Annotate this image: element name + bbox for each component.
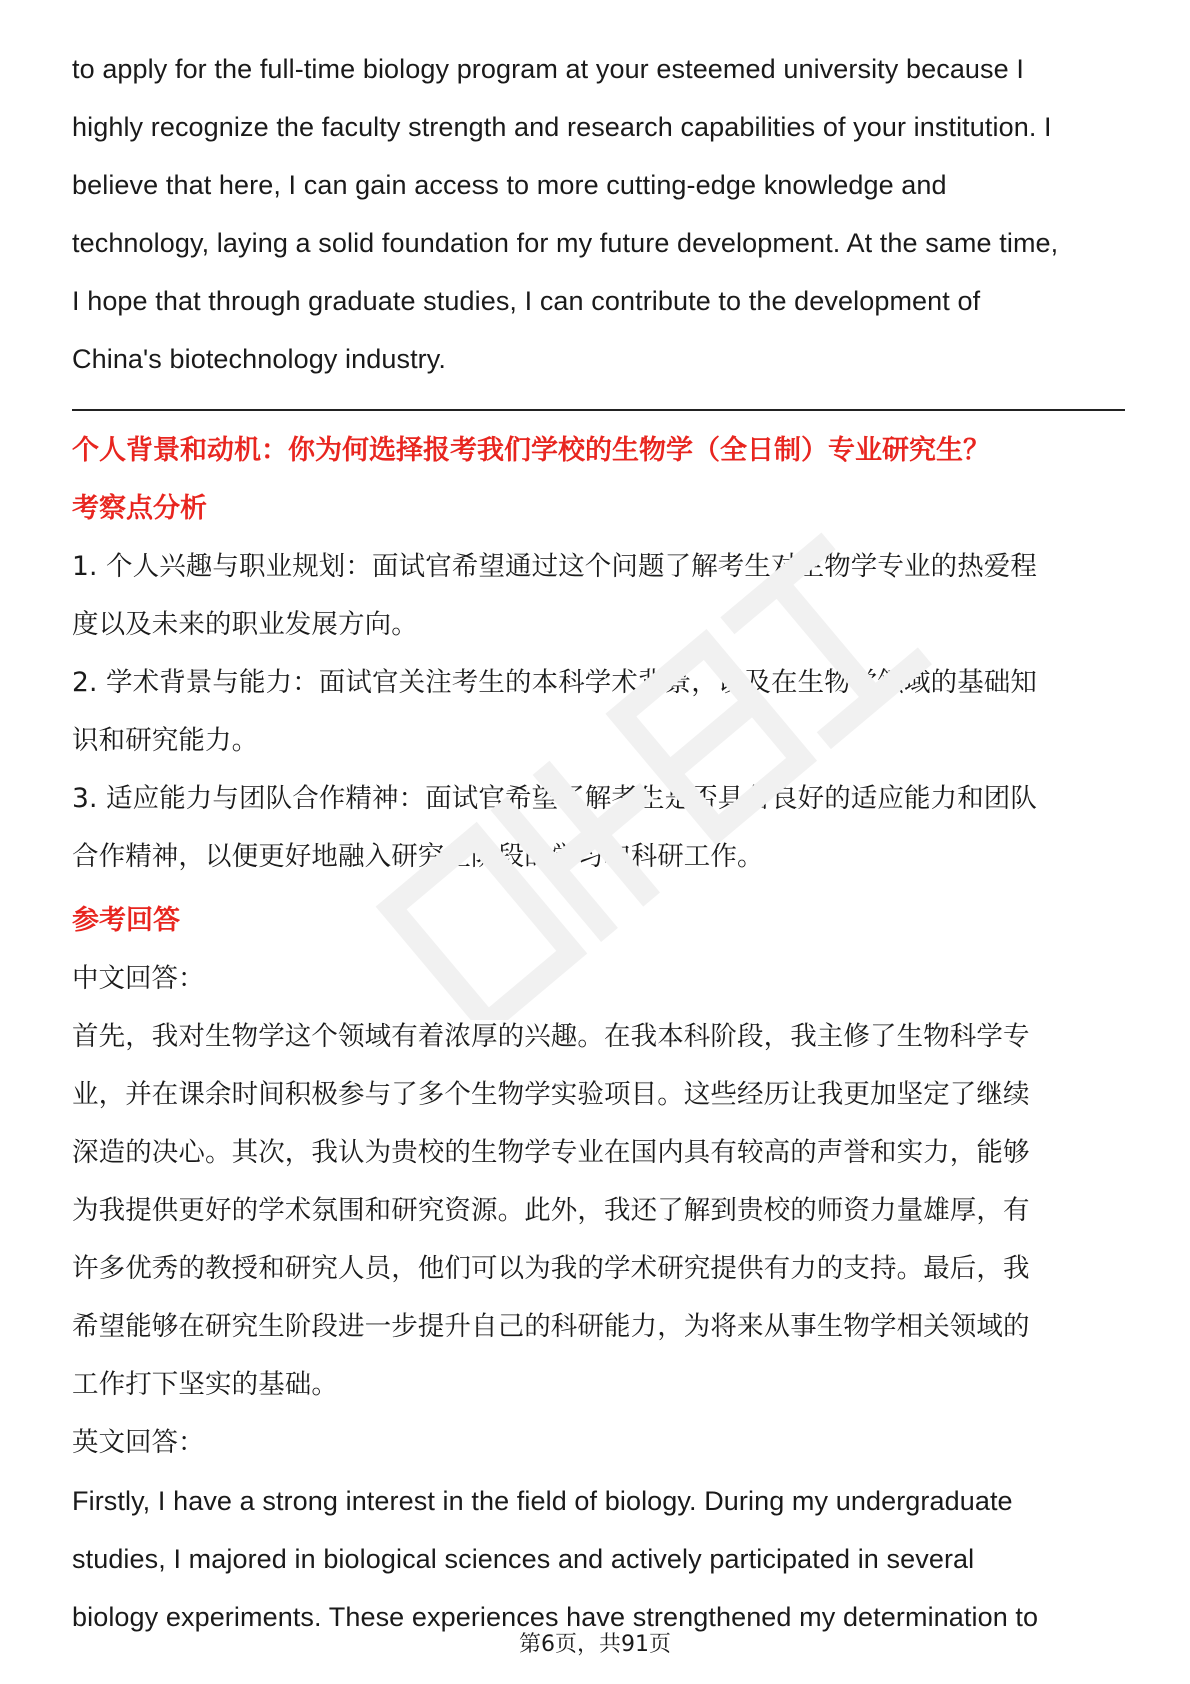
text-line: to apply for the full-time biology program at your esteemed university because I xyxy=(72,54,1024,84)
analysis-heading: 考察点分析 xyxy=(72,493,207,524)
english-answer-line: biology experiments. These experiences have strengthened my determination to xyxy=(72,1602,1039,1632)
text-line: highly recognize the faculty strength and research capabilities of your institution. I xyxy=(72,112,1052,142)
chinese-answer-line: 工作打下坚实的基础。 xyxy=(72,1369,338,1400)
chinese-answer-line: 首先，我对生物学这个领域有着浓厚的兴趣。在我本科阶段，我主修了生物科学专 xyxy=(72,1021,1030,1052)
english-answer-line: Firstly, I have a strong interest in the field of biology. During my undergraduate xyxy=(72,1486,1013,1516)
text-line: technology, laying a solid foundation for my future development. At the same time, xyxy=(72,228,1059,258)
question-heading: 个人背景和动机：你为何选择报考我们学校的生物学（全日制）专业研究生？ xyxy=(72,435,990,466)
answer-section xyxy=(72,892,1125,1646)
analysis-line: 合作精神，以便更好地融入研究生阶段的学习和科研工作。 xyxy=(72,841,764,872)
chinese-answer-line: 为我提供更好的学术氛围和研究资源。此外，我还了解到贵校的师资力量雄厚，有 xyxy=(72,1195,1030,1226)
analysis-line: 3. 适应能力与团队合作精神：面试官希望了解考生是否具备良好的适应能力和团队 xyxy=(72,783,1038,814)
intro-paragraph xyxy=(72,40,1125,388)
chinese-answer-line: 希望能够在研究生阶段进一步提升自己的科研能力，为将来从事生物学相关领域的 xyxy=(72,1311,1030,1342)
page-footer: 第6页，共91页 xyxy=(519,1632,671,1657)
analysis-section xyxy=(72,480,1125,886)
chinese-answer-label: 中文回答： xyxy=(72,963,205,994)
text-line: China's biotechnology industry. xyxy=(72,344,446,374)
answer-heading: 参考回答 xyxy=(72,905,180,936)
analysis-line: 1. 个人兴趣与职业规划：面试官希望通过这个问题了解考生对生物学专业的热爱程 xyxy=(72,551,1038,582)
text-line: believe that here, I can gain access to more cutting-edge knowledge and xyxy=(72,170,947,200)
chinese-answer-line: 许多优秀的教授和研究人员，他们可以为我的学术研究提供有力的支持。最后，我 xyxy=(72,1253,1030,1284)
chinese-answer-line: 深造的决心。其次，我认为贵校的生物学专业在国内具有较高的声誉和实力，能够 xyxy=(72,1137,1030,1168)
analysis-line: 识和研究能力。 xyxy=(72,725,259,756)
english-answer-line: studies, I majored in biological sciences and actively participated in several xyxy=(72,1544,975,1574)
english-answer-label: 英文回答： xyxy=(72,1427,205,1458)
analysis-line: 2. 学术背景与能力：面试官关注考生的本科学术背景，以及在生物学领域的基础知 xyxy=(72,667,1038,698)
text-line: I hope that through graduate studies, I can contribute to the development of xyxy=(72,286,981,316)
analysis-line: 度以及未来的职业发展方向。 xyxy=(72,609,418,640)
section-divider xyxy=(72,409,1125,411)
chinese-answer-line: 业，并在课余时间积极参与了多个生物学实验项目。这些经历让我更加坚定了继续 xyxy=(72,1079,1030,1110)
